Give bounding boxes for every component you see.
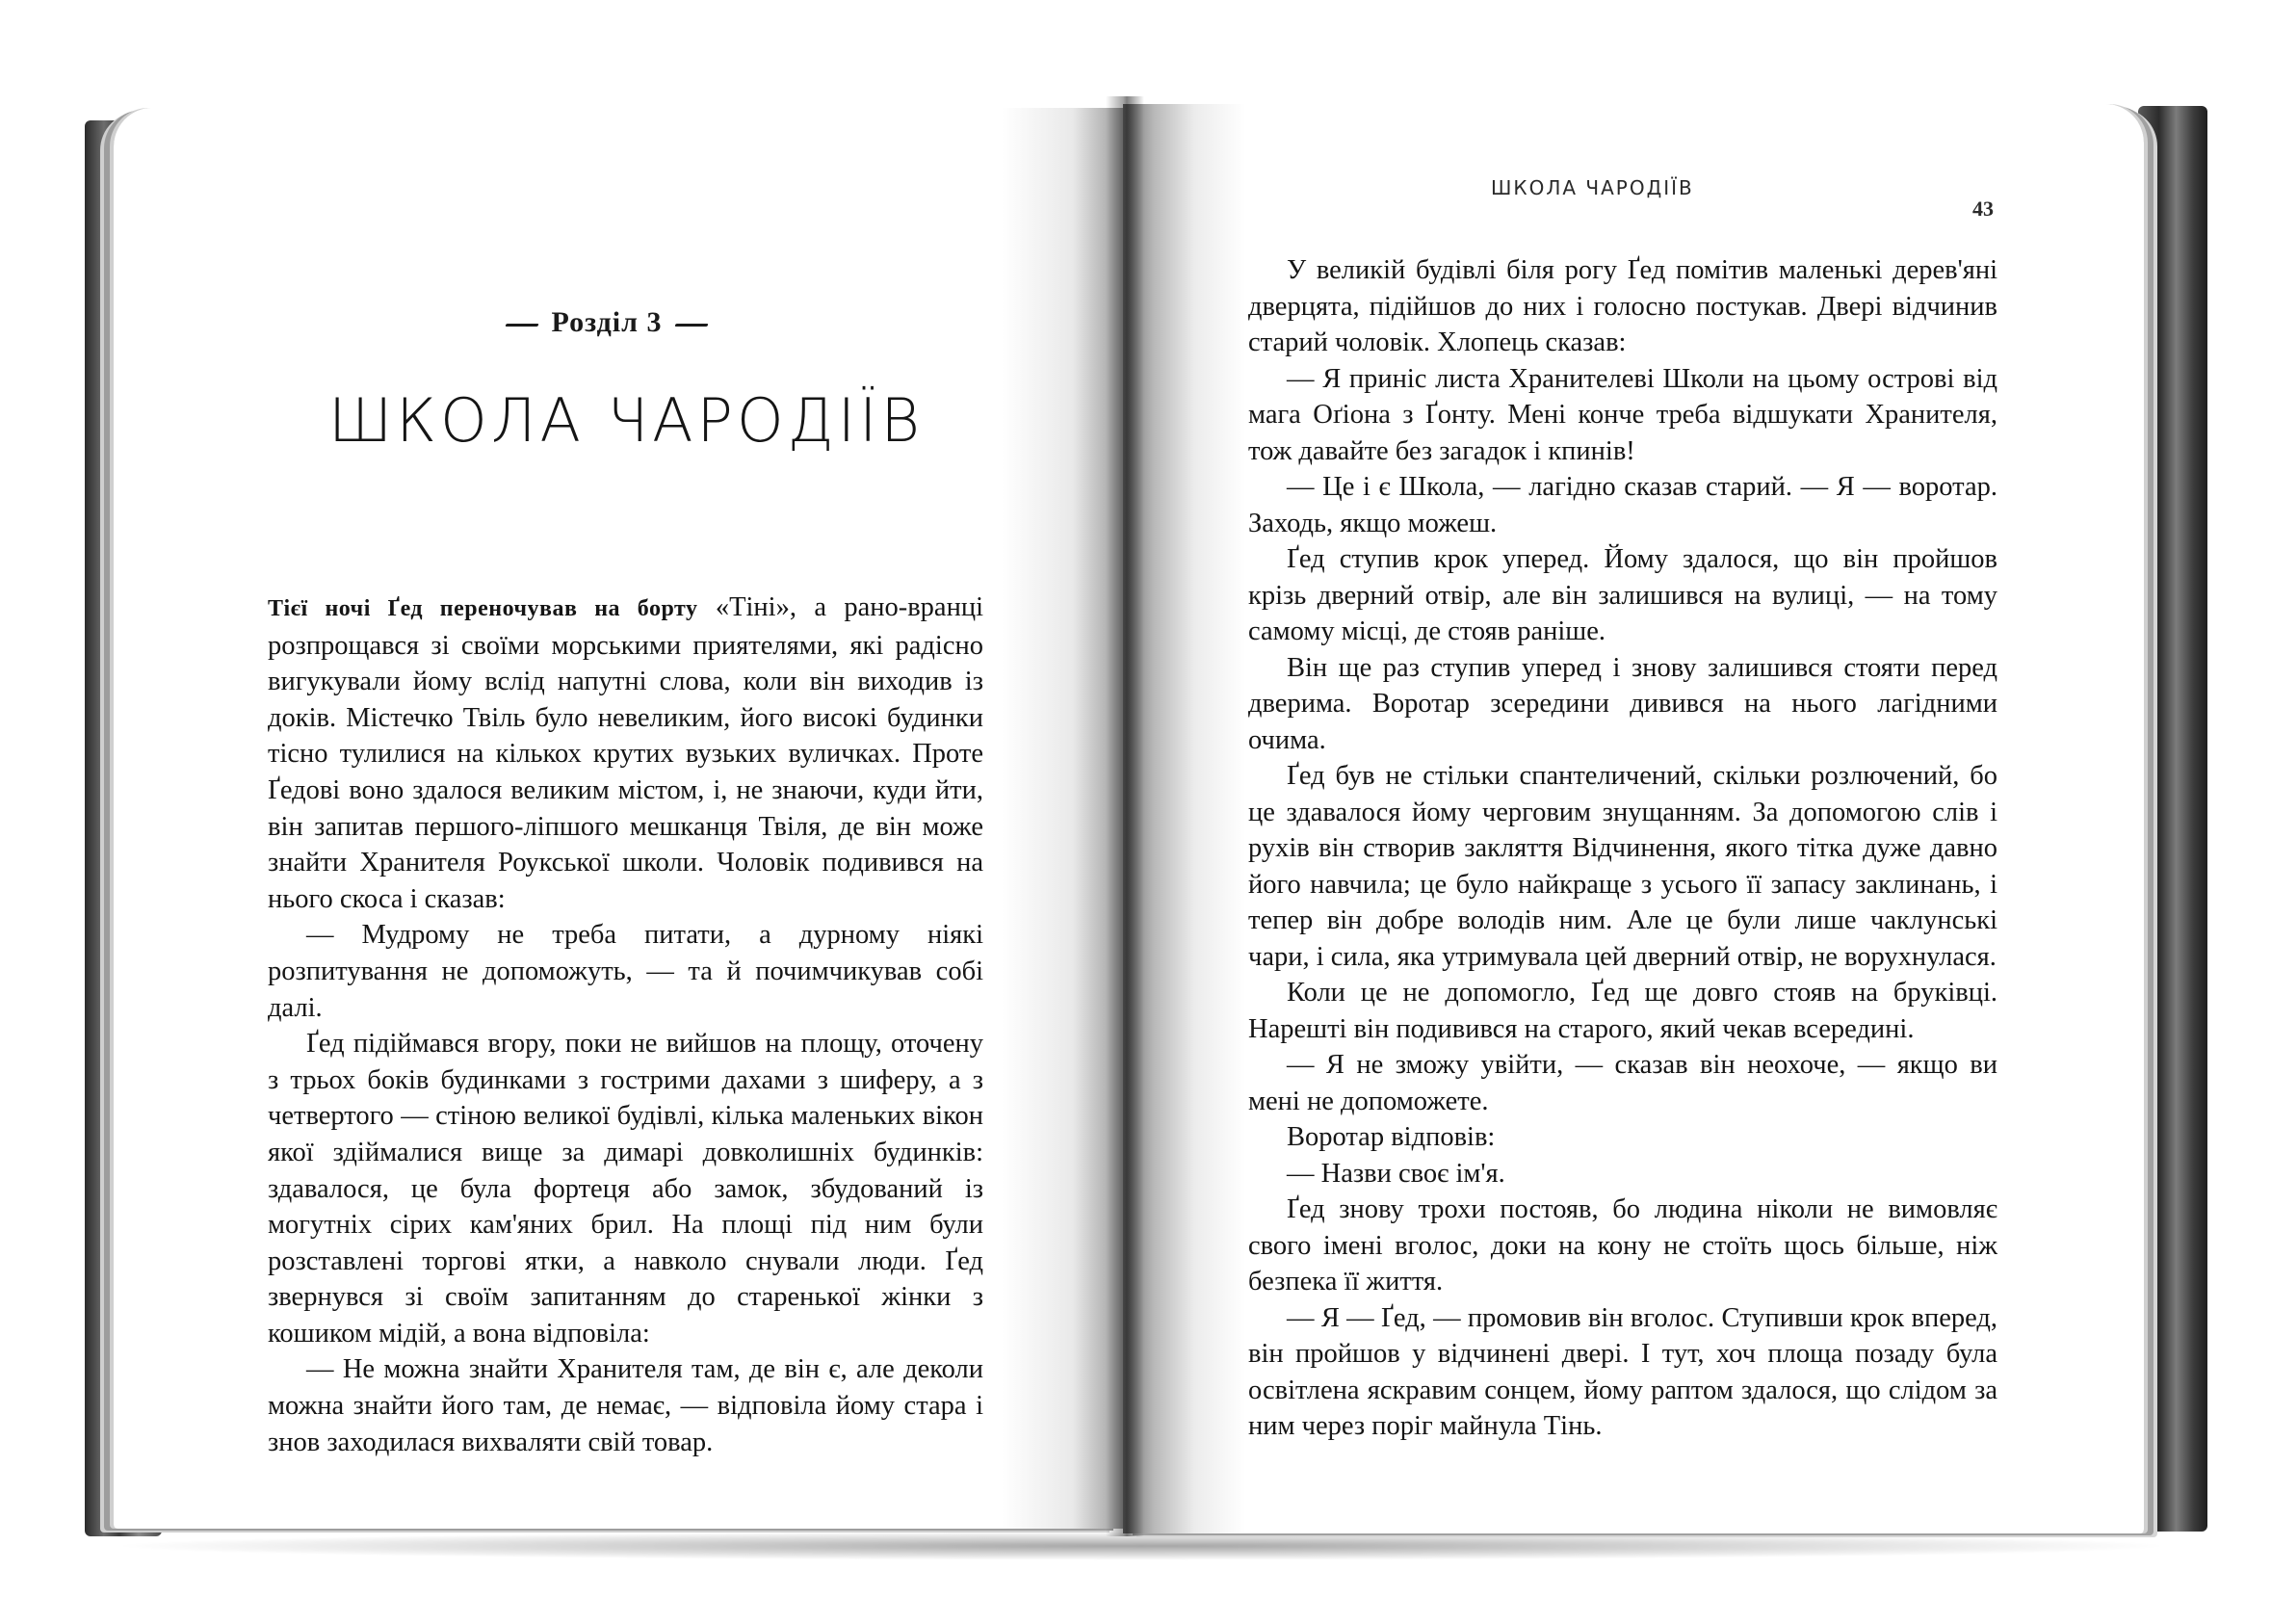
paragraph: — Не можна знайти Хранителя там, де він є, але деколи можна знайти його там, де немає, — відповіла йому стара і знов заходилася вихваляти свій товар. [268, 1354, 983, 1457]
lead-in: Тієї ночі Ґед переночував на борту [268, 596, 698, 621]
ornament-left [505, 324, 538, 327]
paragraph: — Це і є Школа, — лагідно сказав старий. — Я — воротар. Заходь, якщо можеш. [1248, 472, 1997, 538]
paragraph: — Я не зможу увійти, — сказав він неохоче, — якщо ви мені не допоможете. [1248, 1050, 1997, 1116]
running-head: ШКОЛА ЧАРОДІЇВ [1491, 176, 1694, 199]
paragraph: Воротар відповів: [1287, 1122, 1496, 1152]
paragraph: Ґед був не стільки спантеличений, скільки розлючений, бо це здавалося йому черговим знущанням. За допомогою слів і рухів він створив закляття Відчинення, якого тітка дуже давно його навчила; це було найкраще з усього її запасу заклинань, і тепер він добре володів ним. Але це були лише чаклунські чари, і сила, яка утримувала цей дверний отвір, не ворухнулася. [1248, 761, 1997, 972]
right-page-body [1248, 252, 1997, 1445]
book-cover-right-edge [2138, 106, 2207, 1532]
paragraph: Ґед ступив крок уперед. Йому здалося, що він пройшов крізь дверний отвір, але він залишився на вулиці, — на тому самому місці, де стояв раніше. [1248, 544, 1997, 646]
chapter-title: ШКОЛА ЧАРОДІЇВ [328, 385, 924, 456]
paragraph: — Назви своє ім'я. [1287, 1158, 1505, 1189]
left-page-body [268, 589, 983, 1460]
paragraph: Він ще раз ступив уперед і знову залишився стояти перед дверима. Воротар зсередини дивився на нього лагідними очима. [1248, 652, 1997, 755]
paragraph [268, 589, 983, 917]
paragraph: — Я приніс листа Хранителеві Школи на цьому острові від мага Оґіона з Ґонту. Мені конче треба відшукати Хранителя, тож давайте без загадок і кпинів! [1248, 363, 1997, 466]
paragraph: Ґед знову трохи постояв, бо людина ніколи не вимовляє свого імені вголос, доки на кону не стоїть щось більше, ніж безпека її життя. [1248, 1194, 1997, 1297]
book-spine-gutter [1106, 96, 1144, 1536]
paragraph: — Я — Ґед, — промовив він вголос. Ступивши крок вперед, він пройшов у відчинені двері. І тут, хоч площа позаду була освітлена яскравим сонцем, йому раптом здалося, що слідом за ним через поріг майнула Тінь. [1248, 1302, 1997, 1441]
paragraph: У великій будівлі біля рогу Ґед помітив маленькі дерев'яні дверцята, підійшов до них і голосно постукав. Двері відчинив старий чоловік. Хлопець сказав: [1248, 255, 1997, 357]
paragraph: Ґед підіймався вгору, поки не вийшов на площу, оточену з трьох боків будинками з гострими дахами з шиферу, а з четвертого — стіною великої будівлі, кілька маленьких вікон якої здіймалися вище за димарі довколишніх будинків: здавалося, це була фортеця або замок, збудований із могутніх сірих кам'яних брил. На площі під ним були розставлені торгові ятки, а навколо снували люди. Ґед звернувся зі своїм запитанням до старенької жінки з кошиком мідій, а вона відповіла: [268, 1029, 983, 1349]
paragraph-text: «Тіні», а рано-вранці розпрощався зі своїми морськими приятелями, які радісно вигукували йому вслід напутні слова, коли він виходив із доків. Містечко Твіль було невеликим, його високі будинки тісно тулилися на кількох крутих вузьких вуличках. Проте Ґедові воно здалося великим містом, і, не знаючи, куди йти, він запитав першого-ліпшого мешканця Твіля, де він може знайти Хранителя Роукської школи. Чоловік подивився на нього скоса і сказав: [268, 592, 984, 914]
ornament-right [675, 324, 709, 327]
paragraph: — Мудрому не треба питати, а дурному ніякі розпитування не допоможуть, — та й почимчикував собі далі. [268, 920, 983, 1023]
chapter-label-text: Розділ 3 [551, 306, 663, 338]
page-number: 43 [1972, 196, 1994, 221]
paragraph: Коли це не допомогло, Ґед ще довго стояв на бруківці. Нарешті він подивився на старого, який чекав всередині. [1248, 978, 1997, 1044]
chapter-label [414, 306, 799, 339]
